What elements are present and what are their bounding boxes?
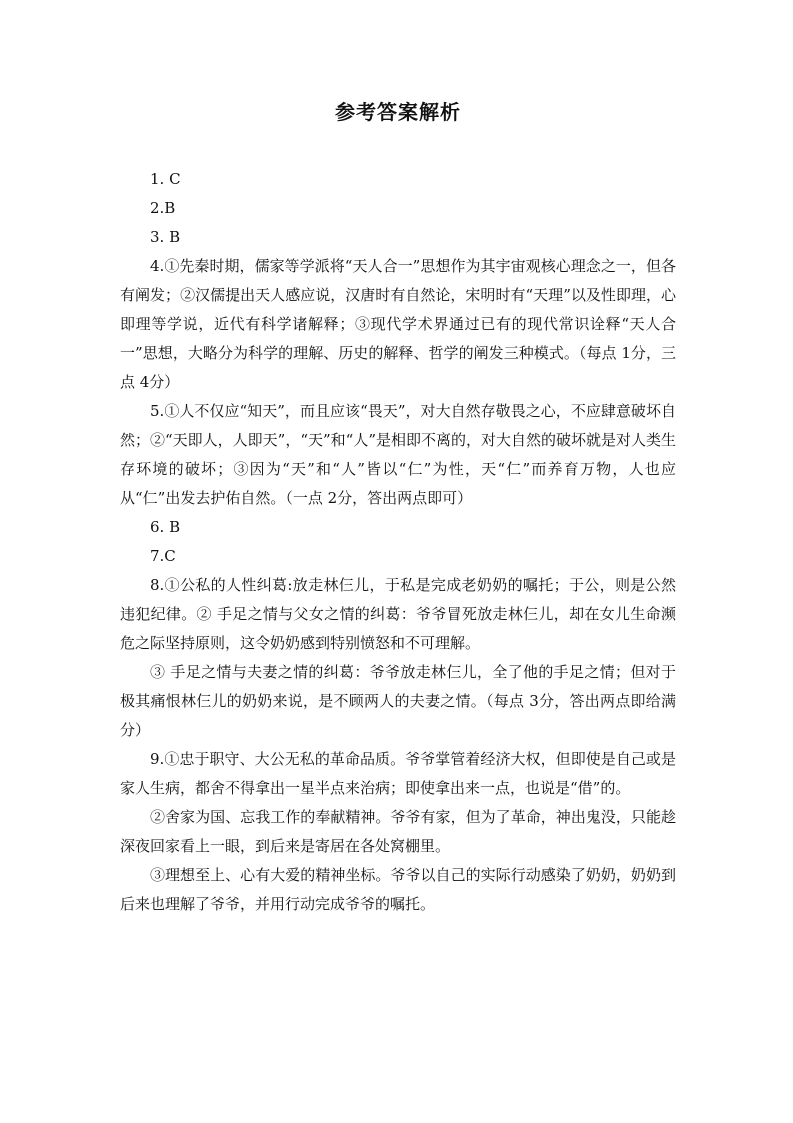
answer-8: 8.①公私的人性纠葛:放走林仨儿，于私是完成老奶奶的嘱托；于公，则是公然违犯纪律。② 手足之情与父女之情的纠葛：爷爷冒死放走林仨儿，却在女儿生命濒危之际坚持原则，这令奶奶感到特别愤怒和不可理解。 bbox=[120, 576, 676, 652]
answer-9-point-2: ②舍家为国、忘我工作的奉献精神。爷爷有家，但为了革命，神出鬼没，只能趁深夜回家看上一眼，到后来是寄居在各处窝棚里。 bbox=[120, 808, 676, 855]
document-page bbox=[120, 96, 676, 919]
answer-2: 2.B bbox=[150, 199, 176, 217]
answer-1: 1. C bbox=[150, 170, 181, 188]
answer-7: 7.C bbox=[150, 547, 176, 565]
answer-8-point-3: ③ 手足之情与夫妻之情的纠葛：爷爷放走林仨儿，全了他的手足之情；但对于极其痛恨林仨儿的奶奶来说，是不顾两人的夫妻之情。（每点 3分，答出两点即给满分） bbox=[120, 663, 676, 739]
answer-6: 6. B bbox=[150, 518, 181, 536]
answer-9-point-3: ③理想至上、心有大爱的精神坐标。爷爷以自己的实际行动感染了奶奶，奶奶到后来也理解了爷爷，并用行动完成爷爷的嘱托。 bbox=[120, 866, 676, 913]
answer-5: 5.①人不仅应“知天”，而且应该“畏天”，对大自然存敬畏之心，不应肆意破坏自然；②“天即人，人即天”，“天”和“人”是相即不离的，对大自然的破坏就是对人类生存环境的破坏；③因为“天”和“人”皆以“仁”为性，天“仁”而养育万物，人也应从“仁”出发去护佑自然。（一点 2分，答出两点即可） bbox=[120, 402, 677, 507]
answer-4: 4.①先秦时期，儒家等学派将“天人合一”思想作为其宇宙观核心理念之一，但各有阐发；②汉儒提出天人感应说，汉唐时有自然论，宋明时有“天理”以及性即理，心即理等学说，近代有科学诸解释；③现代学术界通过已有的现代常识诠释“天人合一”思想，大略分为科学的理解、历史的解释、哲学的阐发三种模式。（每点 1分，三点 4分） bbox=[120, 257, 676, 391]
page-title: 参考答案解析 bbox=[335, 100, 461, 124]
answer-9: 9.①忠于职守、大公无私的革命品质。爷爷掌管着经济大权，但即使是自己或是家人生病，都舍不得拿出一星半点来治病；即使拿出来一点，也说是“借”的。 bbox=[120, 750, 676, 797]
answer-list bbox=[120, 165, 676, 919]
answer-3: 3. B bbox=[150, 228, 181, 246]
